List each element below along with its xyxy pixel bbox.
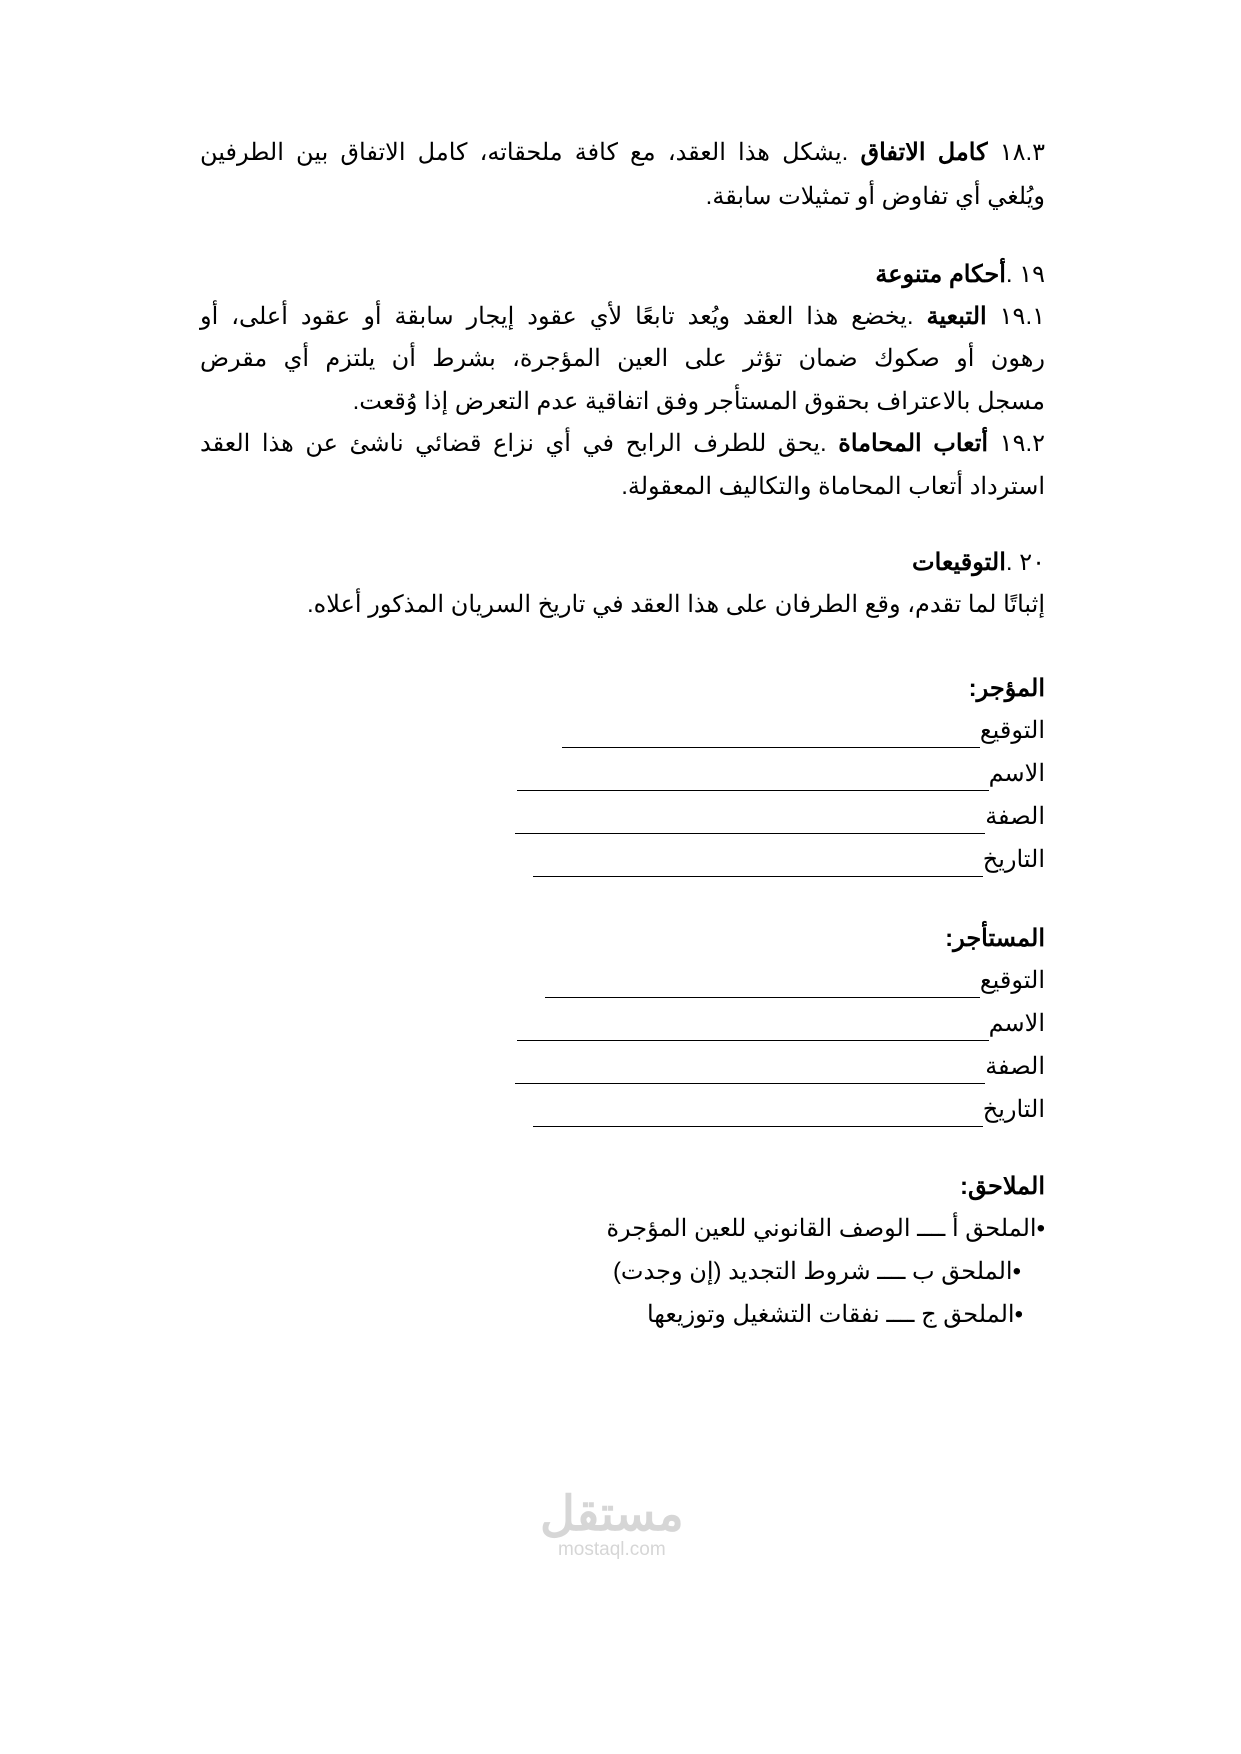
lessor-heading [969,672,1045,706]
lessor-title-field[interactable] [515,800,1045,834]
section-19-heading [875,258,1045,292]
field-label: التوقيع [979,967,1045,994]
clause-number: ١٩.٢ [999,430,1046,457]
clause-text: .يشكل هذا العقد، مع كافة ملحقاته، كامل الاتفاق بين الطرفين [200,139,849,166]
section-number: ١٩ . [1005,261,1045,288]
lessor-signature-field[interactable] [562,714,1045,748]
clause-19-1-line-1 [200,300,1045,334]
lessee-name-field[interactable] [517,1007,1045,1041]
annex-item: •الملحق أ ــــ الوصف القانوني للعين المؤجرة [606,1215,1045,1242]
watermark-logo: مستقل [540,1488,684,1541]
clause-19-2-line-1 [200,427,1045,461]
lessee-signature-field[interactable] [545,964,1045,998]
section-title: التوقيعات [912,549,1006,576]
signature-line[interactable] [515,809,985,834]
clause-18-3-line-1 [200,136,1045,170]
annexes-heading [960,1170,1045,1204]
signature-line[interactable] [545,973,980,998]
clause-title: أتعاب المحاماة [838,430,989,457]
lessor-date-field[interactable] [533,843,1045,877]
clause-number: ١٩.١ [999,303,1045,330]
section-20-heading [912,546,1045,580]
lessee-heading-text: المستأجر: [945,925,1045,952]
field-label: الصفة [985,1053,1045,1080]
field-label: الاسم [988,1010,1045,1037]
clause-text: .يحق للطرف الرابح في أي نزاع قضائي ناشئ عن هذا العقد [200,430,827,457]
lessor-name-field[interactable] [517,757,1045,791]
signature-line[interactable] [562,723,980,748]
signature-line[interactable] [533,852,983,877]
mostaql-watermark [540,1490,684,1560]
section-number: ٢٠ . [1005,549,1045,576]
clause-title: كامل الاتفاق [860,139,988,166]
lessee-heading [945,922,1045,956]
field-label: الاسم [988,760,1045,787]
annexes-heading-text: الملاحق: [959,1173,1045,1200]
signature-line[interactable] [515,1059,985,1084]
clause-19-2-line-2: استرداد أتعاب المحاماة والتكاليف المعقولة. [621,473,1045,500]
field-label: التاريخ [982,1096,1045,1123]
clause-number: ١٨.٣ [999,139,1046,166]
section-title: أحكام متنوعة [875,261,1006,288]
lessee-title-field[interactable] [515,1050,1045,1084]
lessee-date-field[interactable] [533,1093,1045,1127]
annex-item: •الملحق ب ــــ شروط التجديد (إن وجدت) [612,1258,1021,1285]
clause-19-1-line-2: رهون أو صكوك ضمان تؤثر على العين المؤجرة، بشرط أن يلتزم أي مقرض [200,345,1045,372]
section-20-body: إثباتًا لما تقدم، وقع الطرفان على هذا العقد في تاريخ السريان المذكور أعلاه. [307,591,1045,618]
clause-title: التبعية [926,303,987,330]
field-label: التاريخ [982,846,1045,873]
clause-19-1-line-3: مسجل بالاعتراف بحقوق المستأجر وفق اتفاقية عدم التعرض إذا وُقعت. [352,388,1045,415]
clause-18-3-line-2: ويُلغي أي تفاوض أو تمثيلات سابقة. [705,183,1045,210]
clause-text: .يخضع هذا العقد ويُعد تابعًا لأي عقود إيجار سابقة أو عقود أعلى، أو [200,303,914,330]
lessor-heading-text: المؤجر: [968,675,1045,702]
field-label: التوقيع [979,717,1045,744]
watermark-url: mostaql.com [557,1539,666,1560]
annex-item: •الملحق ج ــــ نفقات التشغيل وتوزيعها [646,1301,1023,1328]
signature-line[interactable] [517,766,989,791]
field-label: الصفة [985,803,1045,830]
signature-line[interactable] [533,1102,983,1127]
signature-line[interactable] [517,1016,989,1041]
